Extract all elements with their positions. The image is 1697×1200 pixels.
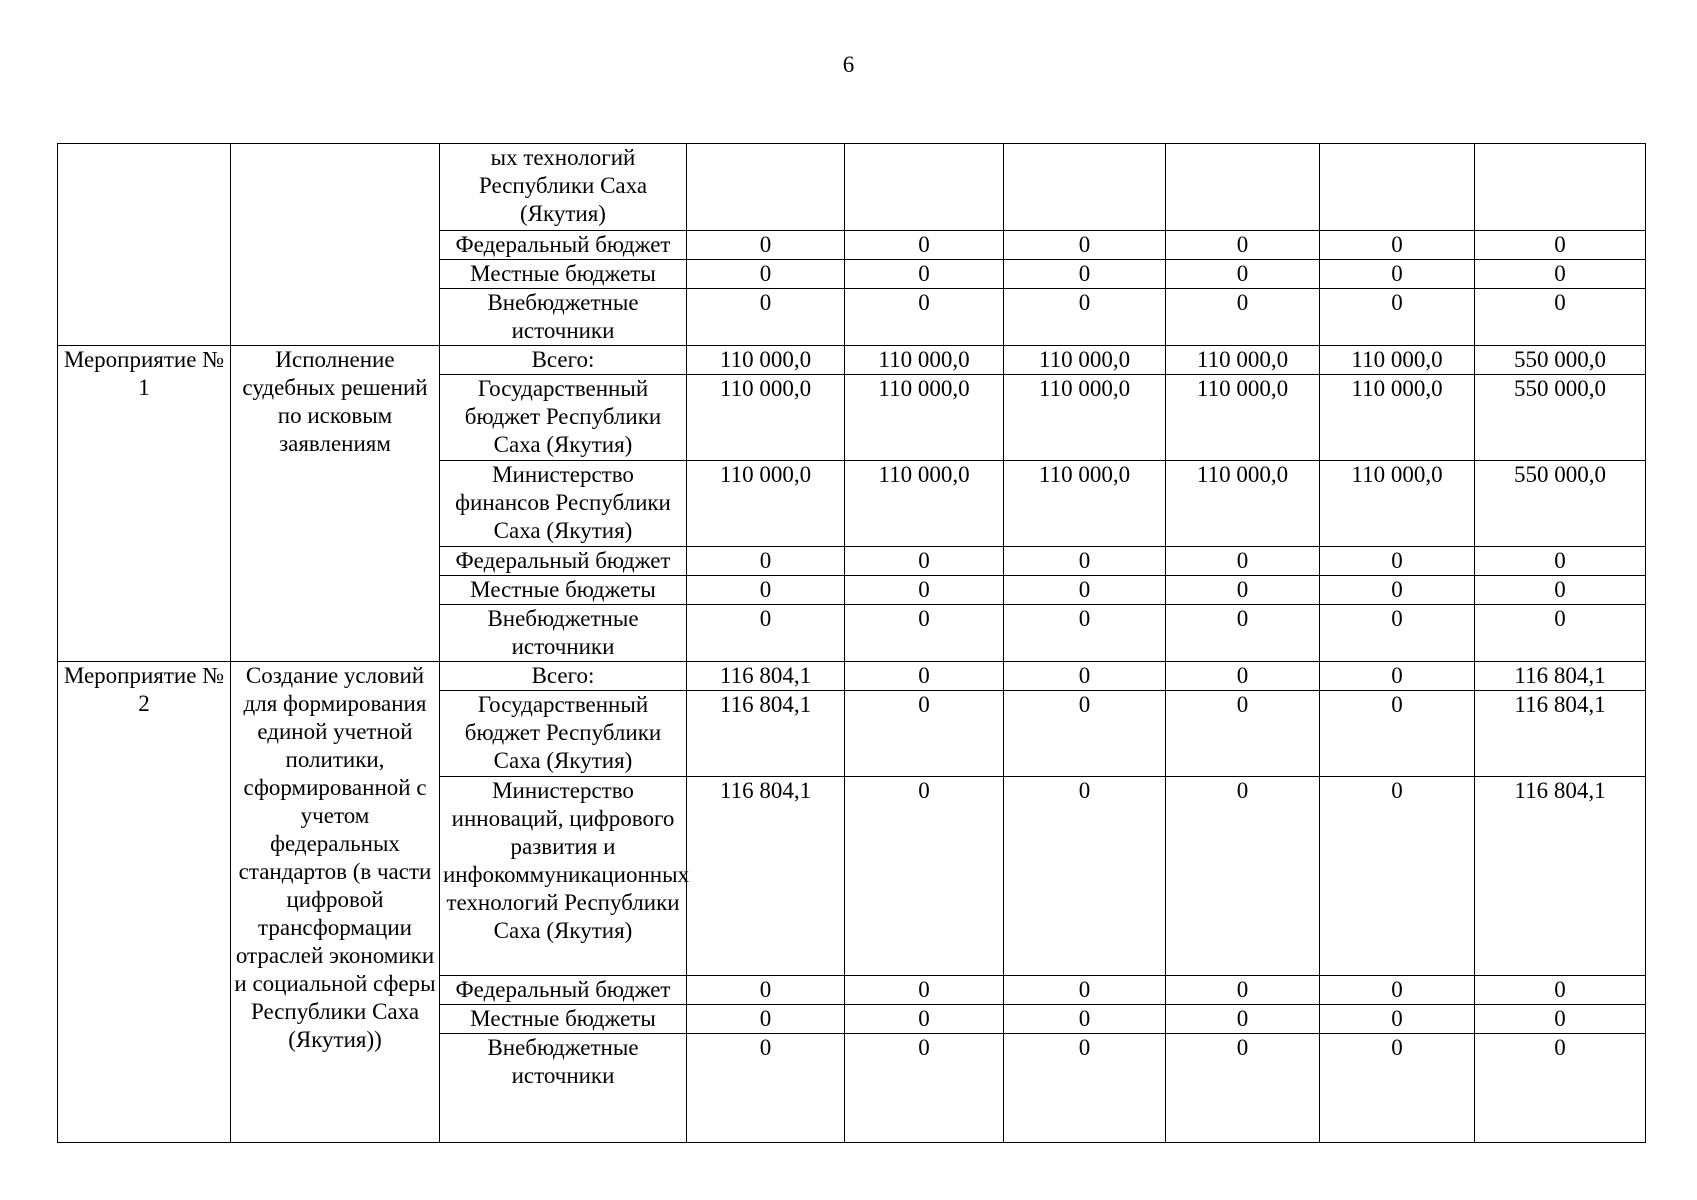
value-cell: 110 000,0 bbox=[687, 461, 845, 547]
value-cell: 110 000,0 bbox=[687, 346, 845, 375]
value-cell: 0 bbox=[687, 260, 845, 289]
funding-source-cell: Всего: bbox=[440, 346, 687, 375]
value-cell: 0 bbox=[845, 576, 1004, 605]
event-name-cell bbox=[231, 144, 440, 346]
value-cell: 0 bbox=[845, 231, 1004, 260]
value-cell: 0 bbox=[1475, 605, 1646, 662]
value-cell: 0 bbox=[1320, 691, 1475, 777]
value-cell: 116 804,1 bbox=[1475, 777, 1646, 976]
value-cell: 0 bbox=[687, 1005, 845, 1034]
value-cell bbox=[687, 144, 845, 231]
funding-source-cell: Федеральный бюджет bbox=[440, 976, 687, 1005]
value-cell: 0 bbox=[1166, 576, 1320, 605]
value-cell: 110 000,0 bbox=[845, 461, 1004, 547]
value-cell: 110 000,0 bbox=[687, 375, 845, 461]
value-cell: 0 bbox=[1166, 691, 1320, 777]
value-cell: 0 bbox=[1004, 976, 1166, 1005]
value-cell: 0 bbox=[1004, 662, 1166, 691]
value-cell bbox=[1166, 144, 1320, 231]
value-cell: 0 bbox=[1004, 547, 1166, 576]
value-cell: 0 bbox=[1004, 1034, 1166, 1143]
value-cell: 110 000,0 bbox=[1320, 461, 1475, 547]
value-cell: 116 804,1 bbox=[1475, 662, 1646, 691]
page-number: 6 bbox=[842, 52, 855, 77]
value-cell: 0 bbox=[1320, 289, 1475, 346]
value-cell: 0 bbox=[1475, 1034, 1646, 1143]
value-cell: 0 bbox=[1166, 1034, 1320, 1143]
value-cell: 0 bbox=[1166, 777, 1320, 976]
value-cell: 110 000,0 bbox=[1004, 461, 1166, 547]
value-cell: 0 bbox=[845, 976, 1004, 1005]
value-cell: 550 000,0 bbox=[1475, 375, 1646, 461]
funding-source-cell: ых технологий Республики Саха (Якутия) bbox=[440, 144, 687, 231]
value-cell: 550 000,0 bbox=[1475, 346, 1646, 375]
value-cell: 0 bbox=[1320, 1034, 1475, 1143]
funding-source-cell: Государственный бюджет Республики Саха (Якутия) bbox=[440, 375, 687, 461]
funding-source-cell: Министерство инноваций, цифрового развития и инфокоммуникационных технологий Республики Саха (Якутия) bbox=[440, 777, 687, 976]
value-cell bbox=[1320, 144, 1475, 231]
value-cell: 110 000,0 bbox=[845, 346, 1004, 375]
value-cell: 0 bbox=[687, 231, 845, 260]
value-cell: 0 bbox=[1004, 777, 1166, 976]
value-cell: 0 bbox=[845, 1034, 1004, 1143]
value-cell: 110 000,0 bbox=[1166, 461, 1320, 547]
value-cell: 0 bbox=[1475, 1005, 1646, 1034]
funding-source-cell: Внебюджетные источники bbox=[440, 289, 687, 346]
value-cell: 0 bbox=[1320, 605, 1475, 662]
value-cell: 0 bbox=[1166, 260, 1320, 289]
value-cell: 0 bbox=[1166, 289, 1320, 346]
value-cell: 0 bbox=[1004, 289, 1166, 346]
value-cell: 0 bbox=[687, 576, 845, 605]
value-cell: 110 000,0 bbox=[1320, 375, 1475, 461]
value-cell: 110 000,0 bbox=[1004, 375, 1166, 461]
value-cell: 0 bbox=[1320, 547, 1475, 576]
value-cell bbox=[845, 144, 1004, 231]
value-cell: 116 804,1 bbox=[1475, 691, 1646, 777]
table-row bbox=[58, 662, 1646, 691]
value-cell: 0 bbox=[687, 1034, 845, 1143]
value-cell: 0 bbox=[1475, 976, 1646, 1005]
value-cell: 0 bbox=[1475, 231, 1646, 260]
value-cell: 0 bbox=[845, 260, 1004, 289]
value-cell: 0 bbox=[1166, 231, 1320, 260]
funding-source-cell: Министерство финансов Республики Саха (Якутия) bbox=[440, 461, 687, 547]
funding-source-cell: Государственный бюджет Республики Саха (Якутия) bbox=[440, 691, 687, 777]
funding-source-cell: Местные бюджеты bbox=[440, 260, 687, 289]
event-name-cell: Исполнение судебных решений по исковым заявлениям bbox=[231, 346, 440, 662]
value-cell: 110 000,0 bbox=[1004, 346, 1166, 375]
value-cell: 0 bbox=[687, 605, 845, 662]
value-cell: 0 bbox=[1004, 576, 1166, 605]
value-cell bbox=[1475, 144, 1646, 231]
value-cell: 0 bbox=[1320, 260, 1475, 289]
funding-source-cell: Федеральный бюджет bbox=[440, 231, 687, 260]
value-cell: 0 bbox=[1320, 576, 1475, 605]
funding-source-cell: Всего: bbox=[440, 662, 687, 691]
funding-source-cell: Федеральный бюджет bbox=[440, 547, 687, 576]
value-cell: 0 bbox=[1004, 260, 1166, 289]
value-cell: 0 bbox=[687, 547, 845, 576]
value-cell: 0 bbox=[1320, 662, 1475, 691]
value-cell: 0 bbox=[845, 777, 1004, 976]
event-code-cell bbox=[58, 144, 231, 346]
value-cell bbox=[1004, 144, 1166, 231]
value-cell: 110 000,0 bbox=[1320, 346, 1475, 375]
value-cell: 0 bbox=[845, 547, 1004, 576]
value-cell: 0 bbox=[1166, 1005, 1320, 1034]
value-cell: 0 bbox=[687, 289, 845, 346]
table-row bbox=[58, 346, 1646, 375]
value-cell: 0 bbox=[687, 976, 845, 1005]
budget-table bbox=[57, 143, 1646, 1143]
value-cell: 110 000,0 bbox=[1166, 375, 1320, 461]
value-cell: 0 bbox=[1475, 289, 1646, 346]
budget-table-body bbox=[58, 144, 1646, 1143]
value-cell: 0 bbox=[845, 662, 1004, 691]
value-cell: 116 804,1 bbox=[687, 691, 845, 777]
funding-source-cell: Местные бюджеты bbox=[440, 576, 687, 605]
value-cell: 0 bbox=[1004, 691, 1166, 777]
value-cell: 110 000,0 bbox=[845, 375, 1004, 461]
value-cell: 0 bbox=[1475, 547, 1646, 576]
value-cell: 0 bbox=[1004, 1005, 1166, 1034]
funding-source-cell: Внебюджетные источники bbox=[440, 605, 687, 662]
value-cell: 116 804,1 bbox=[687, 662, 845, 691]
funding-source-cell: Местные бюджеты bbox=[440, 1005, 687, 1034]
value-cell: 0 bbox=[1166, 547, 1320, 576]
value-cell: 0 bbox=[845, 289, 1004, 346]
table-row bbox=[58, 144, 1646, 231]
value-cell: 0 bbox=[1475, 576, 1646, 605]
value-cell: 0 bbox=[1320, 777, 1475, 976]
event-code-cell: Мероприятие № 1 bbox=[58, 346, 231, 662]
value-cell: 0 bbox=[1166, 662, 1320, 691]
value-cell: 116 804,1 bbox=[687, 777, 845, 976]
value-cell: 0 bbox=[845, 1005, 1004, 1034]
value-cell: 0 bbox=[1166, 605, 1320, 662]
value-cell: 0 bbox=[1320, 1005, 1475, 1034]
value-cell: 0 bbox=[1475, 260, 1646, 289]
value-cell: 550 000,0 bbox=[1475, 461, 1646, 547]
value-cell: 0 bbox=[1004, 605, 1166, 662]
event-name-cell: Создание условий для формирования единой учетной политики, сформированной с учетом федеральных стандартов (в части цифровой трансформации отраслей экономики и социальной сферы Республики Саха (Якутия)) bbox=[231, 662, 440, 1143]
funding-source-cell: Внебюджетные источники bbox=[440, 1034, 687, 1143]
value-cell: 0 bbox=[1320, 976, 1475, 1005]
value-cell: 110 000,0 bbox=[1166, 346, 1320, 375]
value-cell: 0 bbox=[845, 605, 1004, 662]
event-code-cell: Мероприятие № 2 bbox=[58, 662, 231, 1143]
value-cell: 0 bbox=[1320, 231, 1475, 260]
value-cell: 0 bbox=[1166, 976, 1320, 1005]
value-cell: 0 bbox=[845, 691, 1004, 777]
value-cell: 0 bbox=[1004, 231, 1166, 260]
